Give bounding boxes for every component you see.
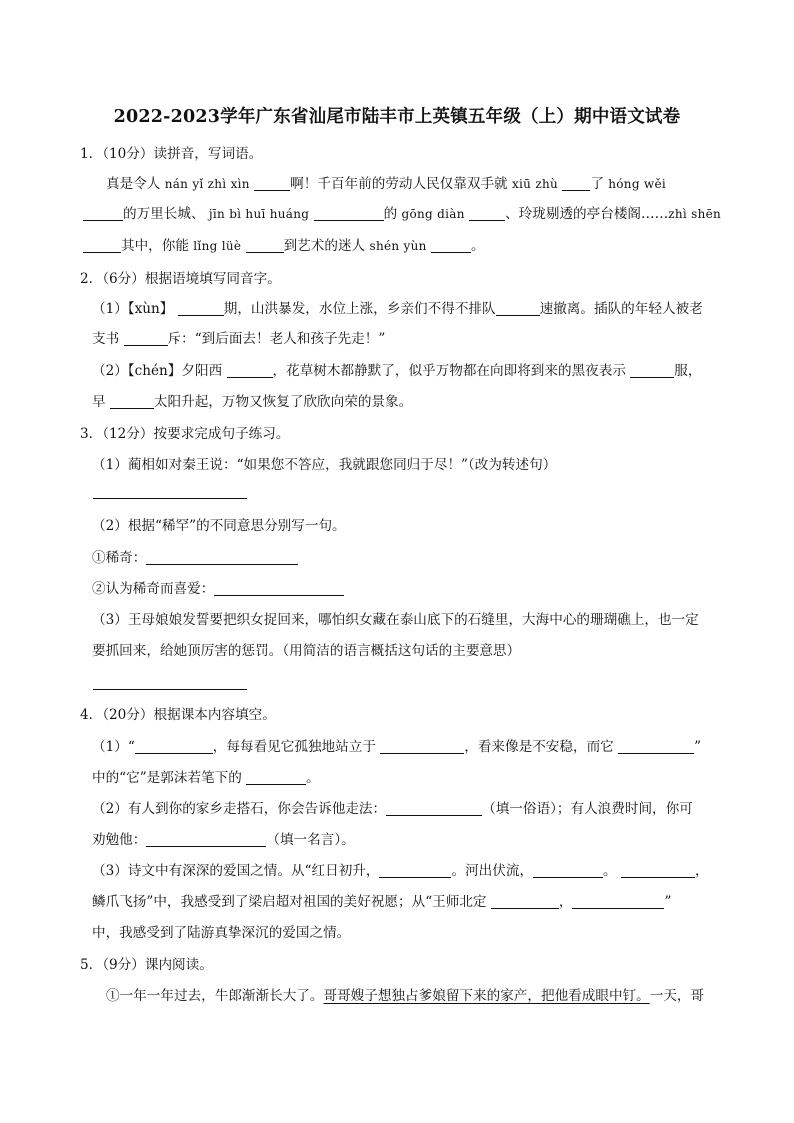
text: （1）“ bbox=[92, 739, 135, 755]
text: 劝勉他： bbox=[92, 832, 147, 848]
question-3-sub-1: （1）蔺相如对秦王说：“如果您不答应，我就跟您同归于尽！”（改为转述句） bbox=[92, 457, 557, 473]
answer-blank[interactable] bbox=[618, 739, 694, 754]
text: （1）【xùn】 bbox=[92, 301, 174, 317]
pinyin: hóng wěi bbox=[608, 177, 667, 191]
text: ①稀奇： bbox=[92, 550, 147, 566]
text: ， bbox=[558, 894, 573, 910]
answer-blank[interactable] bbox=[146, 550, 298, 565]
text: 的万里长城、 bbox=[123, 206, 205, 222]
question-2-line-2 bbox=[92, 329, 385, 349]
text: 。 bbox=[603, 863, 617, 879]
question-1-line-2 bbox=[83, 204, 721, 224]
question-4-sub-2a bbox=[92, 799, 693, 819]
text: 。河出伏流， bbox=[451, 863, 534, 879]
answer-blank[interactable] bbox=[124, 331, 168, 346]
answer-line[interactable] bbox=[93, 498, 247, 499]
answer-blank[interactable] bbox=[214, 581, 344, 596]
question-2-line-4 bbox=[92, 392, 412, 412]
text: 啊！千百年前的劳动人民仅靠双手就 bbox=[290, 176, 508, 192]
text: 了 bbox=[590, 176, 604, 192]
text: 真是令人 bbox=[106, 176, 161, 192]
text: ，花草树木都静默了，似乎万物都在向即将到来的黑夜表示 bbox=[272, 363, 626, 379]
question-1-heading: 1．（10分）读拼音，写词语。 bbox=[80, 146, 263, 162]
text: 太阳升起，万物又恢复了欣欣向荣的景象。 bbox=[153, 394, 413, 410]
question-1-line-3 bbox=[83, 236, 485, 256]
question-3-sub-3b: 要抓回来，给她顶厉害的惩罚。（用简洁的语言概括这句话的主要意思） bbox=[92, 643, 521, 659]
text: （填一名言）。 bbox=[266, 832, 355, 848]
question-3-sub-3a: （3）王母娘娘发誓要把织女捉回来，哪怕织女藏在泰山底下的石缝里，大海中心的珊瑚礁上，也一定 bbox=[92, 612, 699, 628]
text: 一天，哥 bbox=[649, 988, 705, 1004]
question-4-sub-2b bbox=[92, 830, 355, 850]
text: 鳞爪飞扬”中，我感受到了梁启超对祖国的美好祝愿；从“王师北定 bbox=[92, 894, 487, 910]
question-5-heading: 5．（9分）课内阅读。 bbox=[80, 957, 213, 973]
answer-blank[interactable] bbox=[246, 770, 306, 785]
question-3-sub-2a bbox=[92, 548, 298, 568]
question-4-sub-1b bbox=[92, 768, 320, 788]
pinyin: jīn bì huī huáng bbox=[208, 207, 310, 221]
text: 服， bbox=[674, 363, 702, 379]
answer-blank[interactable] bbox=[227, 363, 273, 378]
text: （2）【chén】夕阳西 bbox=[92, 363, 223, 379]
text: （3）诗文中有深深的爱国之情。从“红日初升， bbox=[92, 863, 380, 879]
text: ， bbox=[694, 863, 709, 879]
answer-blank[interactable] bbox=[254, 176, 290, 191]
question-4-sub-1a bbox=[92, 737, 701, 757]
answer-line[interactable] bbox=[93, 689, 247, 690]
text: ” bbox=[664, 894, 672, 910]
question-3-sub-2: （2）根据“稀罕”的不同意思分别写一句。 bbox=[92, 518, 346, 534]
answer-blank[interactable] bbox=[533, 863, 603, 878]
question-4-heading: 4．（20分）根据课本内容填空。 bbox=[80, 707, 276, 723]
text: （2）有人到你的家乡走搭石，你会告诉他走法： bbox=[92, 801, 387, 817]
text: 期，山洪暴发，水位上涨，乡亲们不得不排队 bbox=[223, 301, 496, 317]
pinyin: shén yùn bbox=[369, 239, 427, 253]
pinyin: lǐng lüè bbox=[193, 239, 242, 253]
text: 斥：“到后面去！老人和孩子先走！” bbox=[167, 331, 386, 347]
text: 速撤离。插队的年轻人被老 bbox=[539, 301, 703, 317]
question-3-sub-2b bbox=[92, 579, 344, 599]
text: ，每每看见它孤独地站立于 bbox=[212, 739, 376, 755]
text: ，看来像是不安稳，而它 bbox=[464, 739, 614, 755]
answer-blank[interactable] bbox=[314, 206, 384, 221]
answer-blank[interactable] bbox=[135, 739, 213, 754]
page-title: 2022-2023学年广东省汕尾市陆丰市上英镇五年级（上）期中语文试卷 bbox=[113, 107, 681, 127]
answer-blank[interactable] bbox=[469, 206, 505, 221]
answer-blank[interactable] bbox=[491, 894, 559, 909]
pinyin: nán yǐ zhì xìn bbox=[164, 177, 250, 191]
text: ②认为稀奇而喜爱： bbox=[92, 581, 215, 597]
text: 、玲珑剔透的亭台楼阁…… bbox=[505, 206, 669, 222]
text: 。 bbox=[306, 770, 320, 786]
answer-blank[interactable] bbox=[630, 363, 674, 378]
question-4-sub-3b bbox=[92, 892, 671, 912]
answer-blank[interactable] bbox=[246, 238, 284, 253]
answer-blank[interactable] bbox=[496, 301, 540, 316]
question-4-sub-3a bbox=[92, 861, 709, 881]
pinyin: xiū zhù bbox=[511, 177, 558, 191]
text: ” bbox=[694, 739, 702, 755]
question-2-line-1 bbox=[92, 299, 703, 319]
answer-blank[interactable] bbox=[83, 238, 121, 253]
text: ①一年一年过去，牛郎渐渐长大了。 bbox=[106, 988, 324, 1004]
answer-blank[interactable] bbox=[146, 832, 266, 847]
answer-blank[interactable] bbox=[431, 238, 471, 253]
text: 早 bbox=[92, 394, 106, 410]
text: 中的“它”是郭沫若笔下的 bbox=[92, 770, 242, 786]
answer-blank[interactable] bbox=[178, 301, 224, 316]
answer-blank[interactable] bbox=[621, 863, 695, 878]
pinyin: zhì shēn bbox=[668, 207, 722, 221]
text: 到艺术的迷人 bbox=[283, 238, 366, 254]
answer-blank[interactable] bbox=[379, 863, 451, 878]
reading-passage-paragraph-1 bbox=[106, 986, 704, 1006]
answer-blank[interactable] bbox=[572, 894, 664, 909]
answer-blank[interactable] bbox=[562, 176, 590, 191]
answer-blank[interactable] bbox=[386, 801, 482, 816]
text: （填一俗语）；有人浪费时间，你可 bbox=[482, 801, 693, 817]
answer-blank[interactable] bbox=[83, 206, 123, 221]
text: 。 bbox=[470, 238, 485, 254]
answer-blank[interactable] bbox=[380, 739, 464, 754]
text: 支书 bbox=[92, 331, 120, 347]
text: 的 bbox=[383, 206, 398, 222]
text: 其中，你能 bbox=[121, 238, 189, 254]
pinyin: gōng diàn bbox=[401, 207, 465, 221]
question-3-heading: 3．（12分）按要求完成句子练习。 bbox=[80, 426, 290, 442]
question-4-sub-3c: 中，我感受到了陆游真挚深沉的爱国之情。 bbox=[92, 925, 351, 941]
underlined-sentence: 哥哥嫂子想独占爹娘留下来的家产，把他看成眼中钉。 bbox=[323, 988, 650, 1004]
question-2-line-3 bbox=[92, 361, 701, 381]
question-2-heading: 2．（6分）根据语境填写同音字。 bbox=[80, 271, 281, 287]
question-1-line-1 bbox=[106, 174, 666, 194]
answer-blank[interactable] bbox=[110, 394, 154, 409]
